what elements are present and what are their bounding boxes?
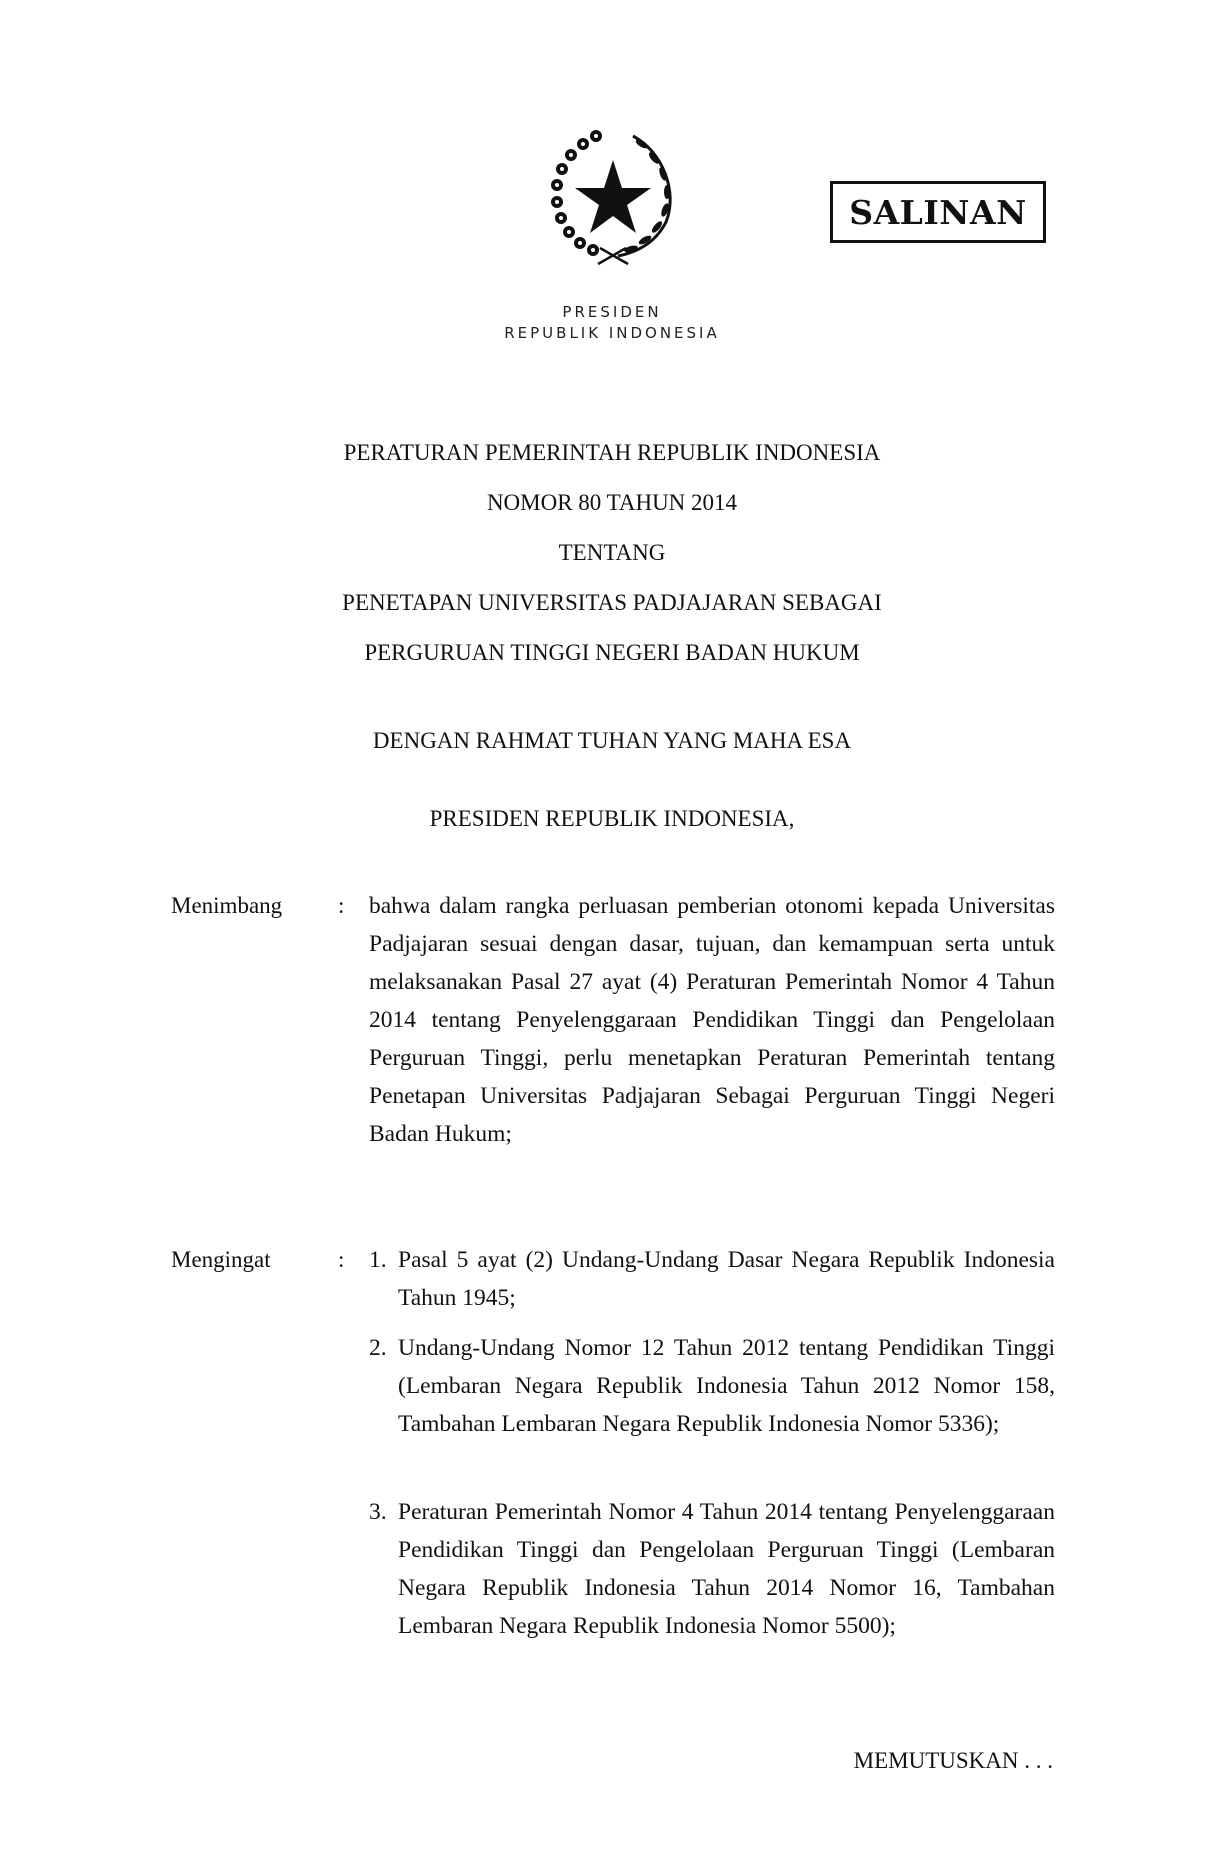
mengingat-item <box>369 1329 1055 1443</box>
garuda-star-emblem-icon <box>538 122 688 272</box>
mengingat-item <box>369 1241 1055 1317</box>
tentang-heading: TENTANG <box>558 540 666 565</box>
document-title: PERATURAN PEMERINTAH REPUBLIK INDONESIA <box>343 440 881 465</box>
item-number: 1. <box>369 1247 387 1273</box>
menimbang-label: Menimbang <box>171 893 283 918</box>
item-text: Undang-Undang Nomor 12 Tahun 2012 tentang Pendidikan Tinggi (Lembaran Negara Republik Indonesia Tahun 2012 Nomor 158, Tambahan Lembaran Negara Republik Indonesia Nomor 5336); <box>398 1335 1055 1437</box>
item-number: 2. <box>369 1335 387 1361</box>
mengingat-colon: : <box>338 1247 345 1272</box>
subject-line-1: PENETAPAN UNIVERSITAS PADJAJARAN SEBAGAI <box>342 590 882 615</box>
subject-line-2: PERGURUAN TINGGI NEGERI BADAN HUKUM <box>364 640 860 665</box>
continuation-marker: MEMUTUSKAN . . . <box>853 1748 1053 1773</box>
president-heading: PRESIDEN REPUBLIK INDONESIA, <box>429 806 795 831</box>
menimbang-text: bahwa dalam rangka perluasan pemberian otonomi kepada Universitas Padjajaran sesuai dengan dasar, tujuan, dan kemampuan serta untuk melaksanakan Pasal 27 ayat (4) Peraturan Pemerintah Nomor 4 Tahun 2014 tentang Penyelenggaraan Pendidikan Tinggi dan Pengelolaan Perguruan Tinggi, perlu menetapkan Peraturan Pemerintah tentang Penetapan Universitas Padjajaran Sebagai Perguruan Tinggi Negeri Badan Hukum; <box>369 893 1055 1147</box>
menimbang-colon: : <box>338 893 345 918</box>
document-number: NOMOR 80 TAHUN 2014 <box>486 490 738 515</box>
item-number: 3. <box>369 1499 387 1525</box>
seal-title-republik: REPUBLIK INDONESIA <box>504 324 720 342</box>
invocation: DENGAN RAHMAT TUHAN YANG MAHA ESA <box>372 728 852 753</box>
item-text: Peraturan Pemerintah Nomor 4 Tahun 2014 tentang Penyelenggaraan Pendidikan Tinggi dan Pengelolaan Perguruan Tinggi (Lembaran Negara Republik Indonesia Tahun 2014 Nomor 16, Tambahan Lembaran Negara Republik Indonesia Nomor 5500); <box>398 1499 1055 1639</box>
salinan-stamp: SALINAN <box>830 181 1046 243</box>
seal-title-presiden: PRESIDEN <box>562 303 662 321</box>
mengingat-item <box>369 1493 1055 1645</box>
item-text: Pasal 5 ayat (2) Undang-Undang Dasar Negara Republik Indonesia Tahun 1945; <box>398 1247 1055 1311</box>
mengingat-label: Mengingat <box>171 1247 271 1272</box>
